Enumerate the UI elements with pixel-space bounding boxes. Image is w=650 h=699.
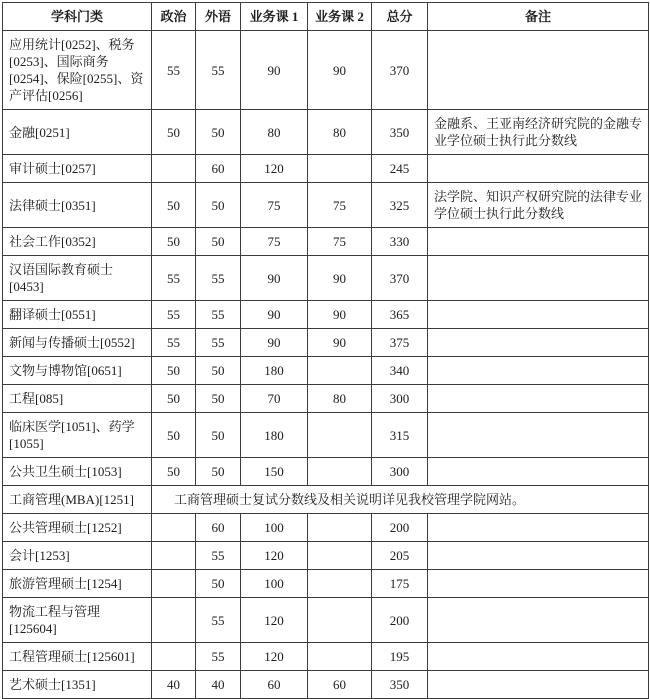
foreign-cell: 60 <box>196 155 241 183</box>
politics-cell <box>152 643 196 671</box>
foreign-cell: 60 <box>196 514 241 542</box>
category-cell: 翻译硕士[0551] <box>3 301 152 329</box>
table-row <box>3 110 649 155</box>
foreign-cell: 50 <box>196 228 241 256</box>
table-row <box>3 357 649 385</box>
table-row <box>3 329 649 357</box>
column-header-category: 学科门类 <box>3 3 152 31</box>
remark-cell: 金融系、王亚南经济研究院的金融专业学位硕士执行此分数线 <box>428 110 649 155</box>
course1-cell: 90 <box>241 256 308 301</box>
course2-cell <box>308 542 372 570</box>
remark-cell <box>428 570 649 598</box>
politics-cell <box>152 570 196 598</box>
table-row <box>3 598 649 643</box>
politics-cell: 40 <box>152 671 196 699</box>
politics-cell: 50 <box>152 110 196 155</box>
course1-cell: 75 <box>241 183 308 228</box>
table-row <box>3 413 649 458</box>
course1-cell: 90 <box>241 301 308 329</box>
foreign-cell: 55 <box>196 256 241 301</box>
total-cell: 200 <box>372 514 428 542</box>
course1-cell: 80 <box>241 110 308 155</box>
total-cell: 200 <box>372 598 428 643</box>
category-cell: 公共卫生硕士[1053] <box>3 458 152 486</box>
category-cell: 工程[085] <box>3 385 152 413</box>
politics-cell: 55 <box>152 256 196 301</box>
course2-cell: 75 <box>308 183 372 228</box>
category-cell: 物流工程与管理[125604] <box>3 598 152 643</box>
politics-cell: 50 <box>152 183 196 228</box>
table-row <box>3 385 649 413</box>
category-cell: 金融[0251] <box>3 110 152 155</box>
politics-cell <box>152 155 196 183</box>
category-cell: 社会工作[0352] <box>3 228 152 256</box>
category-cell: 临床医学[1051]、药学[1055] <box>3 413 152 458</box>
category-cell: 工商管理(MBA)[1251] <box>3 486 152 514</box>
remark-cell <box>428 256 649 301</box>
table-row <box>3 228 649 256</box>
remark-cell <box>428 413 649 458</box>
course2-cell: 90 <box>308 31 372 110</box>
course2-cell: 90 <box>308 329 372 357</box>
total-cell: 340 <box>372 357 428 385</box>
total-cell: 350 <box>372 671 428 699</box>
column-header-foreign: 外语 <box>196 3 241 31</box>
foreign-cell: 50 <box>196 357 241 385</box>
course2-cell: 60 <box>308 671 372 699</box>
table-row <box>3 301 649 329</box>
course2-cell <box>308 643 372 671</box>
politics-cell: 55 <box>152 31 196 110</box>
course2-cell: 90 <box>308 256 372 301</box>
foreign-cell: 55 <box>196 301 241 329</box>
course1-cell: 180 <box>241 413 308 458</box>
course2-cell: 80 <box>308 110 372 155</box>
politics-cell <box>152 598 196 643</box>
course1-cell: 150 <box>241 458 308 486</box>
remark-cell <box>428 598 649 643</box>
remark-cell <box>428 301 649 329</box>
column-header-total: 总分 <box>372 3 428 31</box>
admission-score-table <box>2 2 649 699</box>
politics-cell <box>152 542 196 570</box>
category-cell: 公共管理硕士[1252] <box>3 514 152 542</box>
category-cell: 文物与博物馆[0651] <box>3 357 152 385</box>
category-cell: 艺术硕士[1351] <box>3 671 152 699</box>
course2-cell <box>308 357 372 385</box>
total-cell: 370 <box>372 31 428 110</box>
course1-cell: 120 <box>241 542 308 570</box>
column-header-course2: 业务课 2 <box>308 3 372 31</box>
politics-cell: 50 <box>152 413 196 458</box>
table-row <box>3 570 649 598</box>
remark-cell <box>428 671 649 699</box>
course1-cell: 180 <box>241 357 308 385</box>
remark-cell <box>428 542 649 570</box>
remark-cell <box>428 228 649 256</box>
foreign-cell: 50 <box>196 385 241 413</box>
remark-cell <box>428 329 649 357</box>
politics-cell: 50 <box>152 458 196 486</box>
politics-cell: 55 <box>152 301 196 329</box>
category-cell: 法律硕士[0351] <box>3 183 152 228</box>
table-row <box>3 256 649 301</box>
total-cell: 375 <box>372 329 428 357</box>
table-row <box>3 486 649 514</box>
course1-cell: 60 <box>241 671 308 699</box>
remark-cell <box>428 31 649 110</box>
table-row <box>3 542 649 570</box>
foreign-cell: 40 <box>196 671 241 699</box>
politics-cell: 50 <box>152 385 196 413</box>
course1-cell: 75 <box>241 228 308 256</box>
foreign-cell: 55 <box>196 31 241 110</box>
politics-cell: 50 <box>152 228 196 256</box>
foreign-cell: 55 <box>196 643 241 671</box>
course1-cell: 120 <box>241 643 308 671</box>
course2-cell: 80 <box>308 385 372 413</box>
table-body <box>3 31 649 699</box>
course1-cell: 120 <box>241 155 308 183</box>
foreign-cell: 55 <box>196 598 241 643</box>
course2-cell: 75 <box>308 228 372 256</box>
column-header-politics: 政治 <box>152 3 196 31</box>
course2-cell <box>308 413 372 458</box>
politics-cell: 55 <box>152 329 196 357</box>
category-cell: 审计硕士[0257] <box>3 155 152 183</box>
remark-cell: 法学院、知识产权研究院的法律专业学位硕士执行此分数线 <box>428 183 649 228</box>
table-row <box>3 643 649 671</box>
category-cell: 会计[1253] <box>3 542 152 570</box>
foreign-cell: 50 <box>196 458 241 486</box>
course1-cell: 70 <box>241 385 308 413</box>
table-header <box>3 3 649 31</box>
total-cell: 175 <box>372 570 428 598</box>
total-cell: 195 <box>372 643 428 671</box>
category-cell: 工程管理硕士[125601] <box>3 643 152 671</box>
foreign-cell: 50 <box>196 183 241 228</box>
total-cell: 245 <box>372 155 428 183</box>
course2-cell <box>308 155 372 183</box>
remark-cell <box>428 458 649 486</box>
remark-cell <box>428 155 649 183</box>
table-row <box>3 671 649 699</box>
course2-cell: 90 <box>308 301 372 329</box>
total-cell: 300 <box>372 385 428 413</box>
category-cell: 新闻与传播硕士[0552] <box>3 329 152 357</box>
foreign-cell: 50 <box>196 570 241 598</box>
table-row <box>3 183 649 228</box>
foreign-cell: 50 <box>196 413 241 458</box>
politics-cell <box>152 514 196 542</box>
total-cell: 330 <box>372 228 428 256</box>
course1-cell: 120 <box>241 598 308 643</box>
total-cell: 205 <box>372 542 428 570</box>
politics-cell: 50 <box>152 357 196 385</box>
merged-note-cell: 工商管理硕士复试分数线及相关说明详见我校管理学院网站。 <box>152 486 649 514</box>
remark-cell <box>428 357 649 385</box>
total-cell: 300 <box>372 458 428 486</box>
course2-cell <box>308 458 372 486</box>
table-row <box>3 155 649 183</box>
column-header-course1: 业务课 1 <box>241 3 308 31</box>
header-row <box>3 3 649 31</box>
remark-cell <box>428 643 649 671</box>
total-cell: 365 <box>372 301 428 329</box>
total-cell: 315 <box>372 413 428 458</box>
foreign-cell: 50 <box>196 110 241 155</box>
category-cell: 汉语国际教育硕士[0453] <box>3 256 152 301</box>
total-cell: 370 <box>372 256 428 301</box>
category-cell: 应用统计[0252]、税务[0253]、国际商务[0254]、保险[0255]、资产评估[0256] <box>3 31 152 110</box>
foreign-cell: 55 <box>196 542 241 570</box>
course2-cell <box>308 598 372 643</box>
course1-cell: 100 <box>241 570 308 598</box>
course2-cell <box>308 570 372 598</box>
course1-cell: 90 <box>241 31 308 110</box>
table-row <box>3 514 649 542</box>
total-cell: 325 <box>372 183 428 228</box>
remark-cell <box>428 514 649 542</box>
foreign-cell: 55 <box>196 329 241 357</box>
table-row <box>3 31 649 110</box>
column-header-remark: 备注 <box>428 3 649 31</box>
category-cell: 旅游管理硕士[1254] <box>3 570 152 598</box>
course1-cell: 90 <box>241 329 308 357</box>
course1-cell: 100 <box>241 514 308 542</box>
total-cell: 350 <box>372 110 428 155</box>
table-row <box>3 458 649 486</box>
course2-cell <box>308 514 372 542</box>
remark-cell <box>428 385 649 413</box>
